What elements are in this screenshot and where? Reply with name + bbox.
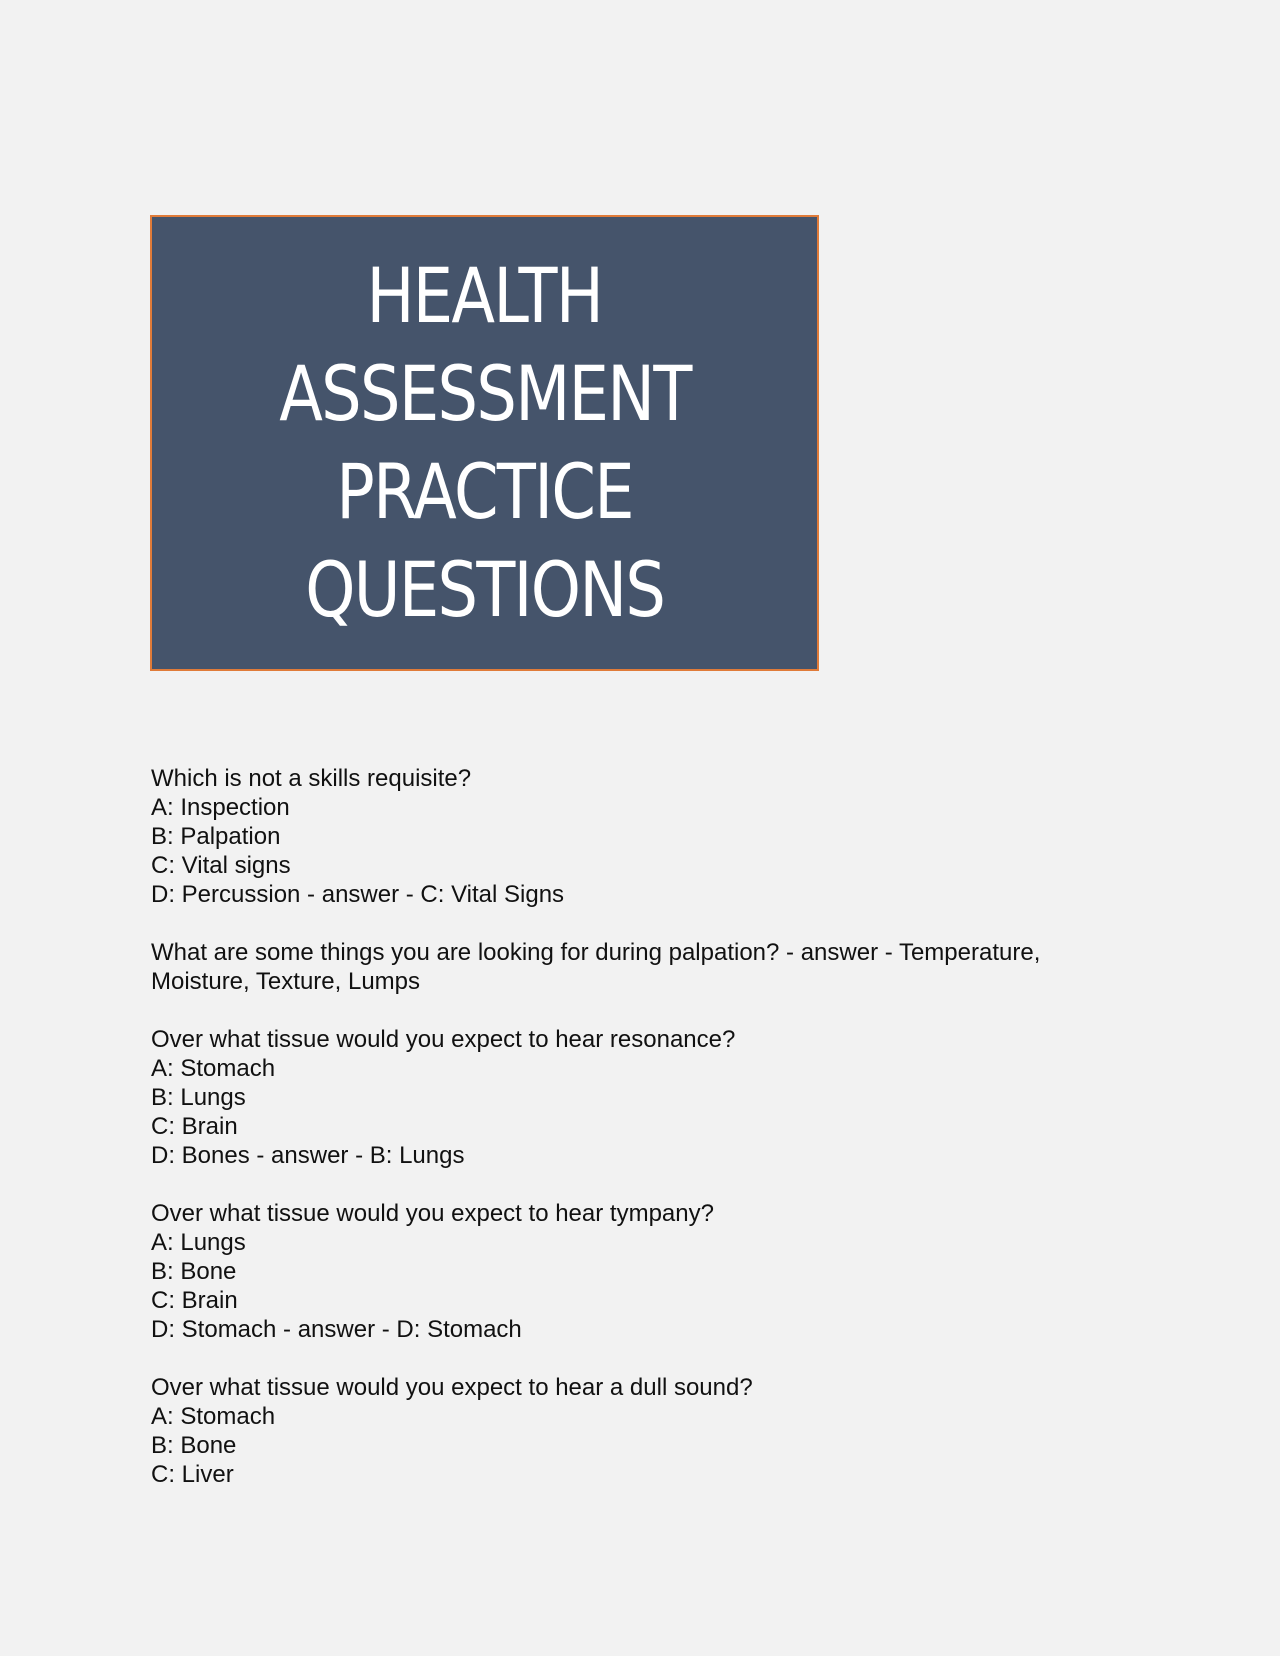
- answer-option: B: Lungs: [151, 1084, 246, 1111]
- answer-option: A: Inspection: [151, 794, 290, 821]
- answer-option: D: Stomach - answer - D: Stomach: [151, 1316, 522, 1343]
- title-line-1: HEALTH: [366, 251, 603, 340]
- answer-option: A: Stomach: [151, 1403, 276, 1430]
- answer-option: A: Lungs: [151, 1229, 246, 1256]
- question-block-4: [151, 1199, 1151, 1344]
- answer-option: C: Liver: [151, 1461, 234, 1488]
- title-line-2: ASSESSMENT: [278, 349, 691, 438]
- question-block-1: [151, 764, 1151, 909]
- title-box: [150, 215, 819, 671]
- answer-option: C: Brain: [151, 1113, 238, 1140]
- question-block-5: [151, 1373, 1151, 1489]
- answer-option: A: Stomach: [151, 1055, 276, 1082]
- question-text: Which is not a skills requisite?: [151, 765, 472, 792]
- title-line-3: PRACTICE: [336, 447, 633, 536]
- answer-option: C: Vital signs: [151, 852, 291, 879]
- question-text: What are some things you are looking for during palpation? - answer - Temperature,: [151, 939, 1041, 966]
- question-text: Over what tissue would you expect to hear a dull sound?: [151, 1374, 753, 1401]
- question-text: Over what tissue would you expect to hear resonance?: [151, 1026, 736, 1053]
- question-block-2: [151, 938, 1151, 996]
- answer-option: B: Bone: [151, 1258, 237, 1285]
- question-text: Over what tissue would you expect to hear tympany?: [151, 1200, 714, 1227]
- title-line-4: QUESTIONS: [304, 545, 665, 634]
- answer-option: C: Brain: [151, 1287, 238, 1314]
- answer-option: B: Bone: [151, 1432, 237, 1459]
- answer-option: B: Palpation: [151, 823, 281, 850]
- questions-section: [151, 764, 1151, 1518]
- question-block-3: [151, 1025, 1151, 1170]
- answer-option: D: Bones - answer - B: Lungs: [151, 1142, 465, 1169]
- answer-option: D: Percussion - answer - C: Vital Signs: [151, 881, 565, 908]
- answer-text: Moisture, Texture, Lumps: [151, 968, 421, 995]
